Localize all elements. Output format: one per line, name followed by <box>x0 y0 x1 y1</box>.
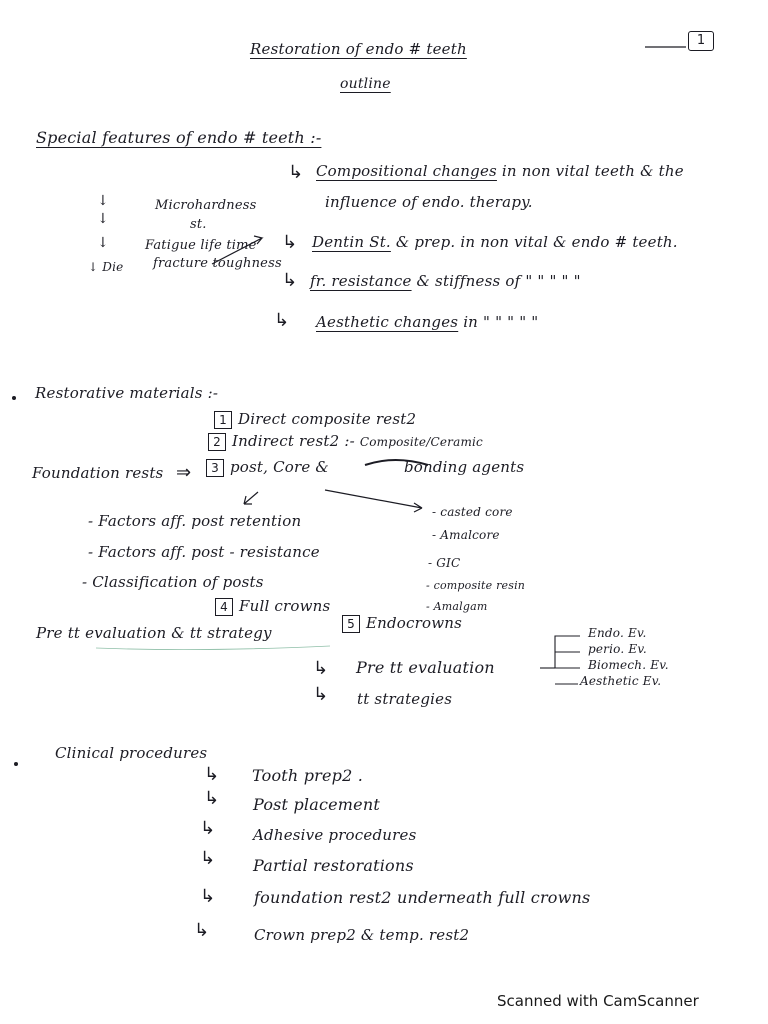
clinical-heading: Clinical procedures <box>55 744 208 762</box>
eval-aesthetic: Aesthetic Ev. <box>580 674 662 688</box>
post-factor-resistance: - Factors aff. post - resistance <box>88 543 320 561</box>
core-composite-resin: - composite resin <box>426 579 526 592</box>
foundation-rests-label: Foundation rests <box>32 464 164 482</box>
pretreatment-heading: Pre tt evaluation & tt strategy <box>36 624 272 642</box>
eval-endo: Endo. Ev. <box>588 626 647 640</box>
clinical-crown-prep: Crown prep2 & temp. rest2 <box>254 926 470 944</box>
item-endocrowns: 5 Endocrowns <box>342 614 462 633</box>
note-microhardness: Microhardness <box>155 198 257 213</box>
bullet-dot <box>14 762 18 766</box>
dentin-st-line: Dentin St. & prep. in non vital & endo # teeth. <box>312 233 678 251</box>
fracture-resistance-line: fr. resistance & stiffness of " " " " " <box>310 272 581 290</box>
restorative-heading: Restorative materials :- <box>35 384 219 402</box>
branch-arrow-icon: ↳ <box>313 684 329 705</box>
pre-tt-evaluation: Pre tt evaluation <box>356 658 495 677</box>
influence-endo-line: influence of endo. therapy. <box>325 193 533 211</box>
document-title: Restoration of endo # teeth <box>250 40 467 58</box>
document-subtitle: outline <box>340 76 391 92</box>
core-amalgam: - Amalgam <box>426 600 488 613</box>
branch-arrow-icon: ↳ <box>200 848 216 869</box>
post-factor-retention: - Factors aff. post retention <box>88 512 302 530</box>
note-fracture-toughness: fracture toughness <box>153 256 282 271</box>
clinical-tooth-prep: Tooth prep2 . <box>252 766 364 785</box>
eval-biomech: Biomech. Ev. <box>588 658 669 672</box>
item-post-core: 3 post, Core & bonding agents <box>206 458 524 477</box>
eval-perio: perio. Ev. <box>588 642 647 656</box>
page-number: 1 <box>688 31 714 51</box>
note-fatigue: Fatigue life time <box>145 238 257 253</box>
aesthetic-changes-line: Aesthetic changes in " " " " " <box>316 313 539 331</box>
bullet-dot <box>12 396 16 400</box>
item-direct-composite: 1 Direct composite rest2 <box>214 410 416 429</box>
clinical-post-placement: Post placement <box>253 795 380 814</box>
branch-arrow-icon: ↳ <box>313 658 329 679</box>
core-amalcore: - Amalcore <box>432 528 500 542</box>
item-full-crowns: 4 Full crowns <box>215 597 330 616</box>
branch-arrow-icon: ↳ <box>282 232 298 253</box>
branch-arrow-icon: ↳ <box>288 162 304 183</box>
branch-arrow-icon: ↳ <box>282 270 298 291</box>
branch-arrow-icon: ↳ <box>274 310 290 331</box>
scanner-watermark: Scanned with CamScanner <box>497 992 699 1010</box>
branch-arrow-icon: ↳ <box>200 886 216 907</box>
clinical-partial: Partial restorations <box>253 856 414 875</box>
branch-arrow-icon: ↳ <box>194 920 210 941</box>
core-gic: - GIC <box>428 556 461 570</box>
tt-strategies: tt strategies <box>357 690 453 708</box>
item-indirect: 2 Indirect rest2 :- Composite/Ceramic <box>208 432 483 451</box>
note-st: st. <box>190 217 207 232</box>
compositional-changes-line: Compositional changes in non vital teeth & the <box>316 162 684 180</box>
core-casted: - casted core <box>432 505 513 519</box>
post-classification: - Classification of posts <box>82 573 264 591</box>
clinical-adhesive: Adhesive procedures <box>253 826 417 844</box>
branch-arrow-icon: ↳ <box>204 764 220 785</box>
down-arrow-3: ↓ <box>97 235 109 251</box>
special-features-heading: Special features of endo # teeth :- <box>36 128 322 147</box>
branch-arrow-icon: ↳ <box>200 818 216 839</box>
down-arrow-4: ↓ Die <box>88 260 124 274</box>
down-arrow-1: ↓ <box>97 193 109 209</box>
down-arrow-2: ↓ <box>97 211 109 227</box>
double-arrow-icon: ⇒ <box>176 462 192 483</box>
branch-arrow-icon: ↳ <box>204 788 220 809</box>
clinical-foundation: foundation rest2 underneath full crowns <box>254 888 591 907</box>
